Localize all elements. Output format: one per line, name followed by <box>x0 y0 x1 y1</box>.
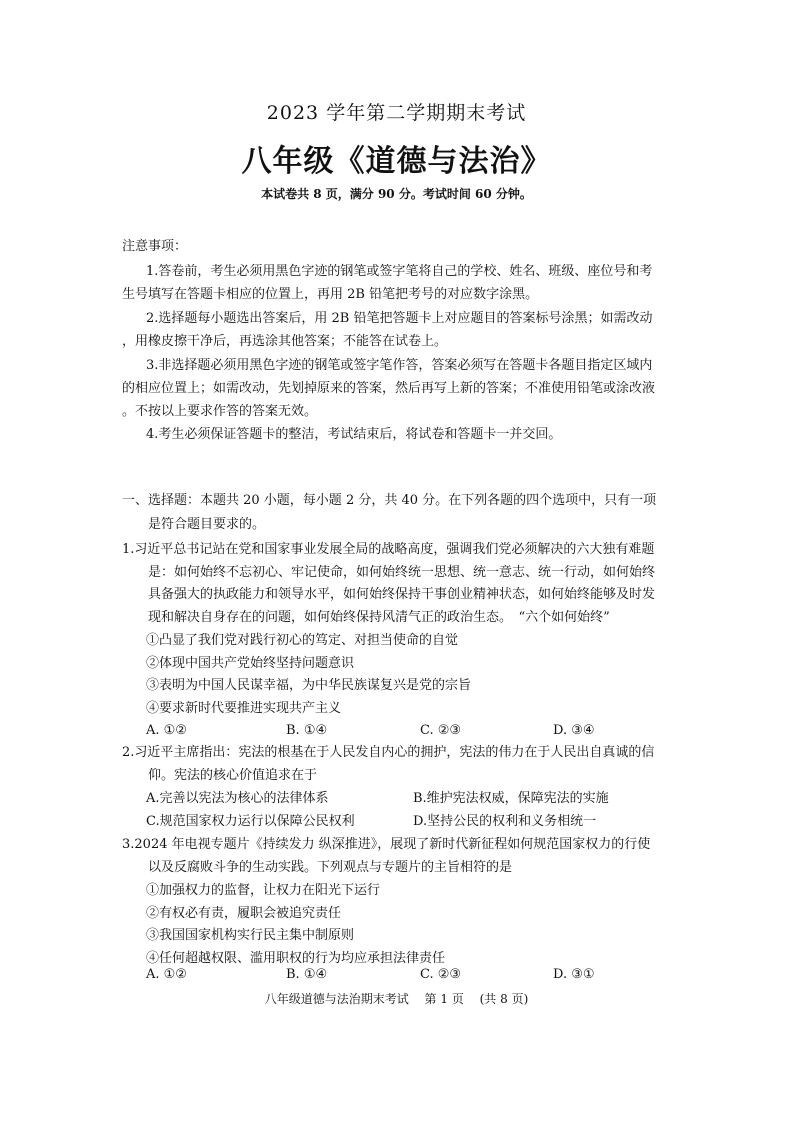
question-2-stem: 仰。宪法的核心价值追求在于 <box>148 768 318 783</box>
question-2-option-a: A.完善以宪法为核心的法律体系 <box>146 791 329 806</box>
question-1-option-d: D. ③④ <box>553 723 595 738</box>
question-3-option-d: D. ③① <box>553 967 595 982</box>
question-1-item: ③表明为中国人民谋幸福，为中华民族谋复兴是党的宗旨 <box>146 678 472 693</box>
question-2-stem: 2.习近平主席指出：宪法的根基在于人民发自内心的拥护，宪法的伟力在于人民出自真诚的信 <box>122 745 655 760</box>
note-line: 1.答卷前，考生必须用黑色字迹的钢笔或签字笔将自己的学校、姓名、班级、座位号和考 <box>146 264 653 279</box>
question-3-stem: 以及反腐败斗争的生动实践。下列观点与专题片的主旨相符的是 <box>148 860 513 875</box>
note-line: 3.非选择题必须用黑色字迹的钢笔或签字笔作答，答案必须写在答题卡各题目指定区域内 <box>146 358 653 373</box>
notes-heading: 注意事项： <box>122 239 188 254</box>
question-2-option-b: B.维护宪法权威，保障宪法的实施 <box>413 791 609 806</box>
question-1-option-c: C. ②③ <box>420 723 462 738</box>
question-3-item: ①加强权力的监督，让权力在阳光下运行 <box>146 883 381 898</box>
question-3-item: ④任何超越权限、滥用职权的行为均应承担法律责任 <box>146 951 446 966</box>
question-3-item: ③我国国家机构实行民主集中制原则 <box>146 928 355 943</box>
exam-info: 本试卷共 8 页，满分 90 分。考试时间 60 分钟。 <box>261 187 532 201</box>
subject-title: 八年级《道德与法治》 <box>241 144 552 179</box>
section-heading: 一、选择题：本题共 20 小题，每小题 2 分，共 40 分。在下列各题的四个选项中，只有一项 <box>122 493 657 508</box>
note-line: 2.选择题每小题选出答案后，用 2B 铅笔把答题卡上对应题目的答案标号涂黑；如需改动 <box>146 311 653 326</box>
question-2-option-c: C.规范国家权力运行以保障公民权利 <box>146 814 355 829</box>
question-1-item: ①凸显了我们党对践行初心的笃定、对担当使命的自觉 <box>146 633 459 648</box>
note-line: 生号填写在答题卡相应的位置上，再用 2B 铅笔把考号的对应数字涂黑。 <box>122 287 539 302</box>
question-3-option-c: C. ②③ <box>420 967 462 982</box>
exam-title: 2023 学年第二学期期末考试 <box>266 102 527 124</box>
section-heading-cont: 是符合题目要求的。 <box>148 517 266 532</box>
question-1-stem: 1.习近平总书记站在党和国家事业发展全局的战略高度，强调我们党必须解决的六大独有难题 <box>122 542 655 557</box>
question-3-stem: 3.2024 年电视专题片《持续发力 纵深推进》，展现了新时代新征程如何规范国家权力的行使 <box>122 837 651 852</box>
question-1-stem: 具备强大的执政能力和领导水平，如何始终保持干事创业精神状态，如何始终能够及时发 <box>148 587 656 602</box>
question-2-option-d: D.坚持公民的权利和义务相统一 <box>413 814 597 829</box>
question-1-item: ②体现中国共产党始终坚持问题意识 <box>146 656 355 671</box>
question-3-item: ②有权必有责，履职会被追究责任 <box>146 906 342 921</box>
note-line: 4.考生必须保证答题卡的整洁，考试结束后，将试卷和答题卡一并交回。 <box>146 427 562 442</box>
note-line: 的相应位置上；如需改动，先划掉原来的答案，然后再写上新的答案；不准使用铅笔或涂改液 <box>122 381 656 396</box>
page-footer: 八年级道德与法治期末考试 第 1 页 (共 8 页) <box>264 992 529 1006</box>
question-1-item: ④要求新时代要推进实现共产主义 <box>146 701 342 716</box>
question-1-option-a: A. ①② <box>146 723 187 738</box>
note-line: 。不按以上要求作答的答案无效。 <box>122 404 318 419</box>
question-1-stem: 现和解决自身存在的问题，如何始终保持风清气正的政治生态。 “六个如何始终” <box>148 610 610 625</box>
question-3-option-a: A. ①② <box>146 967 187 982</box>
question-1-stem: 是：如何始终不忘初心、牢记使命，如何始终统一思想、统一意志、统一行动，如何始终 <box>148 565 656 580</box>
question-3-option-b: B. ①④ <box>286 967 328 982</box>
note-line: ，用橡皮擦干净后，再选涂其他答案；不能答在试卷上。 <box>122 334 448 349</box>
question-1-option-b: B. ①④ <box>286 723 328 738</box>
